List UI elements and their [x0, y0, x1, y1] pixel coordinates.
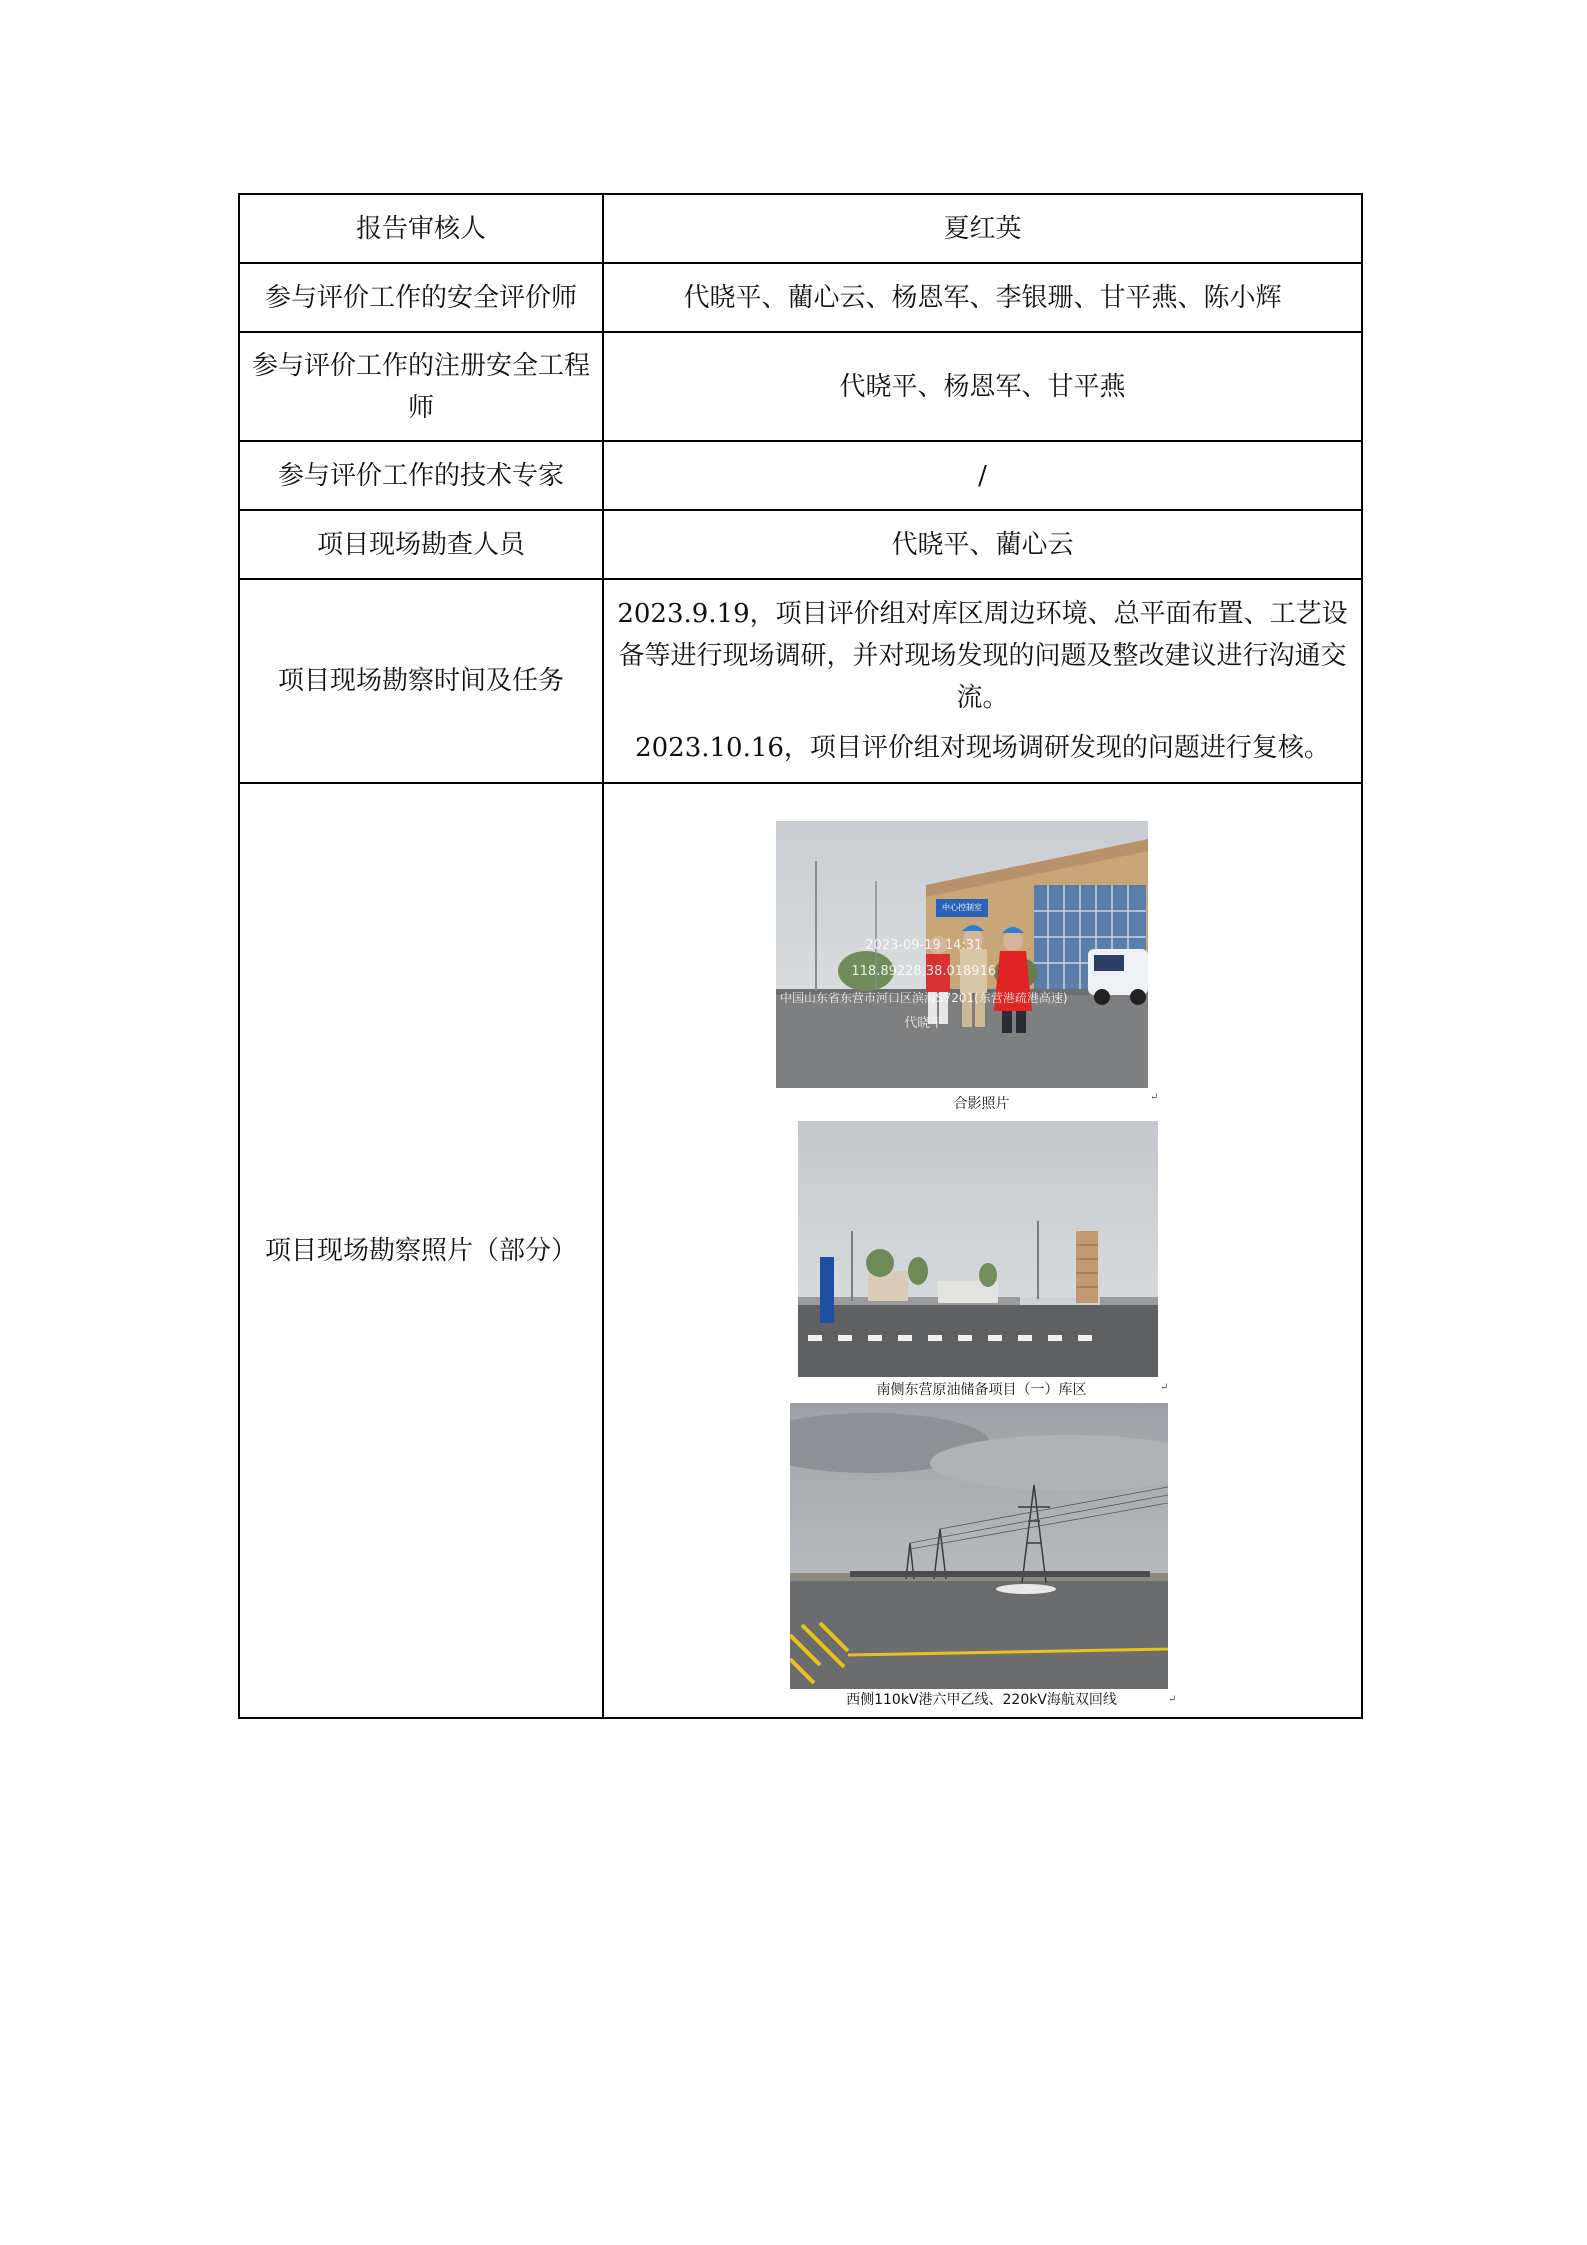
task-content	[603, 579, 1362, 783]
table-row	[239, 263, 1362, 332]
info-table	[238, 193, 1363, 1719]
row-value: 夏红英	[603, 194, 1362, 263]
photos-cell	[603, 783, 1362, 1718]
south-view-photo	[798, 1121, 1158, 1377]
row-value: /	[603, 441, 1362, 510]
task-line: 2023.9.19，项目评价组对库区周边环境、总平面布置、工艺设备等进行现场调研，并对现场发现的问题及整改建议进行沟通交流。	[617, 599, 1348, 713]
row-value: 代晓平、杨恩军、甘平燕	[603, 332, 1362, 441]
task-label: 项目现场勘察时间及任务	[239, 579, 603, 783]
overlay-time: 2023-09-19 14:31	[865, 938, 983, 953]
photo-caption: 合影照片	[953, 1096, 1010, 1112]
table-row	[239, 510, 1362, 579]
table-row	[239, 783, 1362, 1718]
row-value: 代晓平、藺心云、杨恩军、李银珊、甘平燕、陈小辉	[603, 263, 1362, 332]
photos-label: 项目现场勘察照片（部分）	[239, 783, 603, 1718]
table-row	[239, 332, 1362, 441]
group-photo	[776, 821, 1148, 1088]
photo-overlay	[780, 933, 1068, 1037]
photo-caption: 南侧东营原油储备项目（一）库区	[876, 1382, 1087, 1398]
photo-caption: 西侧110kV港六甲乙线、220kV海航双回线	[846, 1692, 1117, 1708]
row-label: 报告审核人	[239, 194, 603, 263]
overlay-location: 中国山东省东营市河口区滨海S7201(东营港疏港高速)	[780, 991, 1068, 1005]
paragraph-mark-icon: ↵	[1168, 1694, 1177, 1705]
overlay-coords: 118.89228,38.018916	[851, 964, 997, 979]
west-view-photo	[790, 1403, 1168, 1689]
table-row	[239, 441, 1362, 510]
building-sign: 中心控制室	[942, 903, 982, 912]
table-row	[239, 579, 1362, 783]
paragraph-mark-icon: ↵	[1160, 1382, 1169, 1393]
task-line: 2023.10.16，项目评价组对现场调研发现的问题进行复核。	[635, 733, 1330, 763]
paragraph-mark-icon: ↵	[1150, 1092, 1159, 1103]
row-label: 参与评价工作的注册安全工程师	[239, 332, 603, 441]
row-label: 参与评价工作的技术专家	[239, 441, 603, 510]
row-value: 代晓平、藺心云	[603, 510, 1362, 579]
overlay-person: 代晓平	[904, 1016, 944, 1031]
row-label: 项目现场勘查人员	[239, 510, 603, 579]
table-row	[239, 194, 1362, 263]
row-label: 参与评价工作的安全评价师	[239, 263, 603, 332]
